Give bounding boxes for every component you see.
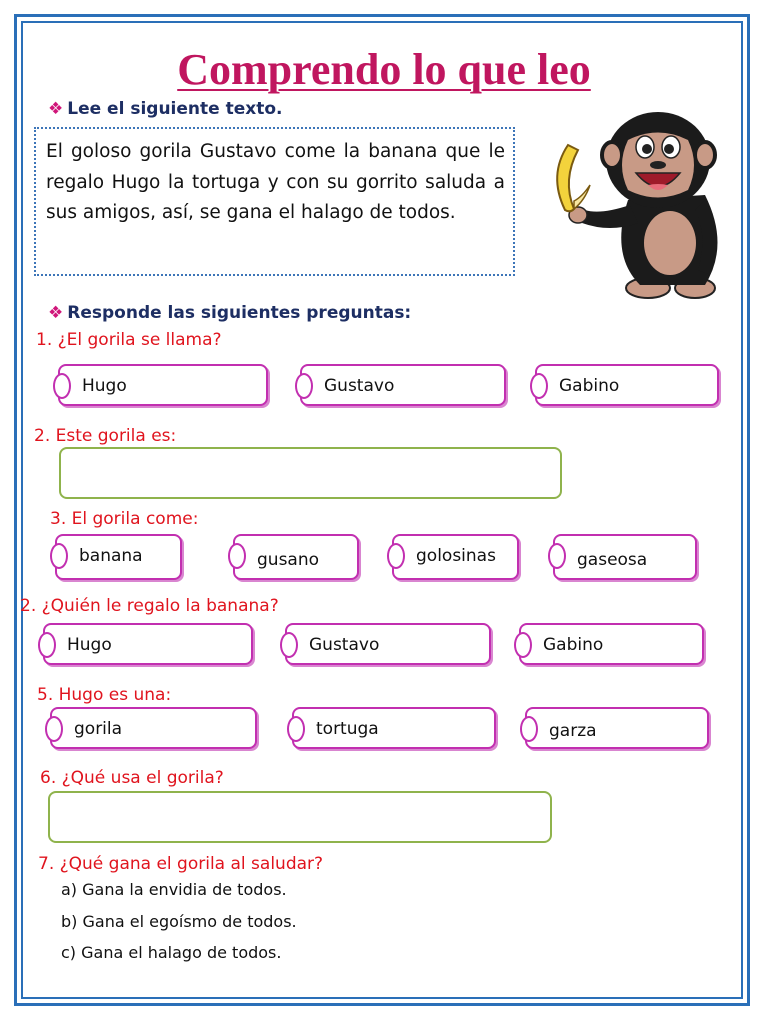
- question-6: 6. ¿Qué usa el gorila?: [40, 768, 224, 788]
- option-banana[interactable]: banana: [55, 534, 182, 580]
- option-hugo-giver[interactable]: Hugo: [43, 623, 253, 665]
- choice-c[interactable]: c) Gana el halago de todos.: [61, 943, 282, 962]
- option-circle-icon[interactable]: [295, 373, 313, 399]
- option-circle-icon[interactable]: [45, 716, 63, 742]
- option-circle-icon[interactable]: [53, 373, 71, 399]
- option-circle-icon[interactable]: [50, 543, 68, 569]
- reading-passage-box: [34, 127, 515, 276]
- question-4: 2. ¿Quién le regalo la banana?: [20, 596, 279, 616]
- question-2: 2. Este gorila es:: [34, 426, 177, 446]
- section-heading-answer: ❖ Responde las siguientes preguntas:: [48, 303, 412, 323]
- option-circle-icon[interactable]: [287, 716, 305, 742]
- option-gaseosa[interactable]: gaseosa: [553, 534, 697, 580]
- option-golosinas[interactable]: golosinas: [392, 534, 519, 580]
- option-tortuga[interactable]: tortuga: [292, 707, 496, 749]
- option-circle-icon[interactable]: [520, 716, 538, 742]
- option-gustavo[interactable]: Gustavo: [300, 364, 506, 406]
- option-gorila[interactable]: gorila: [50, 707, 257, 749]
- section-heading-read: ❖ Lee el siguiente texto.: [48, 99, 283, 119]
- question-7: 7. ¿Qué gana el gorila al saludar?: [38, 854, 324, 874]
- gorilla-illustration: [530, 105, 730, 305]
- option-hugo[interactable]: Hugo: [58, 364, 268, 406]
- diamond-bullet-icon: ❖: [48, 303, 64, 323]
- reading-passage: El goloso gorila Gustavo come la banana que le regalo Hugo la tortuga y con su gorrito saluda a sus amigos, así, se gana el halago de todos.: [46, 141, 505, 223]
- answer-field-2[interactable]: [59, 447, 562, 499]
- option-gabino-giver[interactable]: Gabino: [519, 623, 704, 665]
- option-circle-icon[interactable]: [530, 373, 548, 399]
- diamond-bullet-icon: ❖: [48, 99, 64, 119]
- option-circle-icon[interactable]: [228, 543, 246, 569]
- option-circle-icon[interactable]: [514, 632, 532, 658]
- option-circle-icon[interactable]: [387, 543, 405, 569]
- option-gusano[interactable]: gusano: [233, 534, 359, 580]
- answer-field-6[interactable]: [48, 791, 552, 843]
- question-3: 3. El gorila come:: [50, 509, 199, 529]
- option-circle-icon[interactable]: [38, 632, 56, 658]
- question-5: 5. Hugo es una:: [37, 685, 172, 705]
- option-garza[interactable]: garza: [525, 707, 709, 749]
- option-circle-icon[interactable]: [280, 632, 298, 658]
- option-gabino[interactable]: Gabino: [535, 364, 719, 406]
- option-circle-icon[interactable]: [548, 543, 566, 569]
- question-1: 1. ¿El gorila se llama?: [36, 330, 222, 350]
- option-gustavo-giver[interactable]: Gustavo: [285, 623, 491, 665]
- page-title: Comprendo lo que leo: [177, 45, 591, 94]
- choice-a[interactable]: a) Gana la envidia de todos.: [61, 880, 287, 899]
- choice-b[interactable]: b) Gana el egoísmo de todos.: [61, 912, 297, 931]
